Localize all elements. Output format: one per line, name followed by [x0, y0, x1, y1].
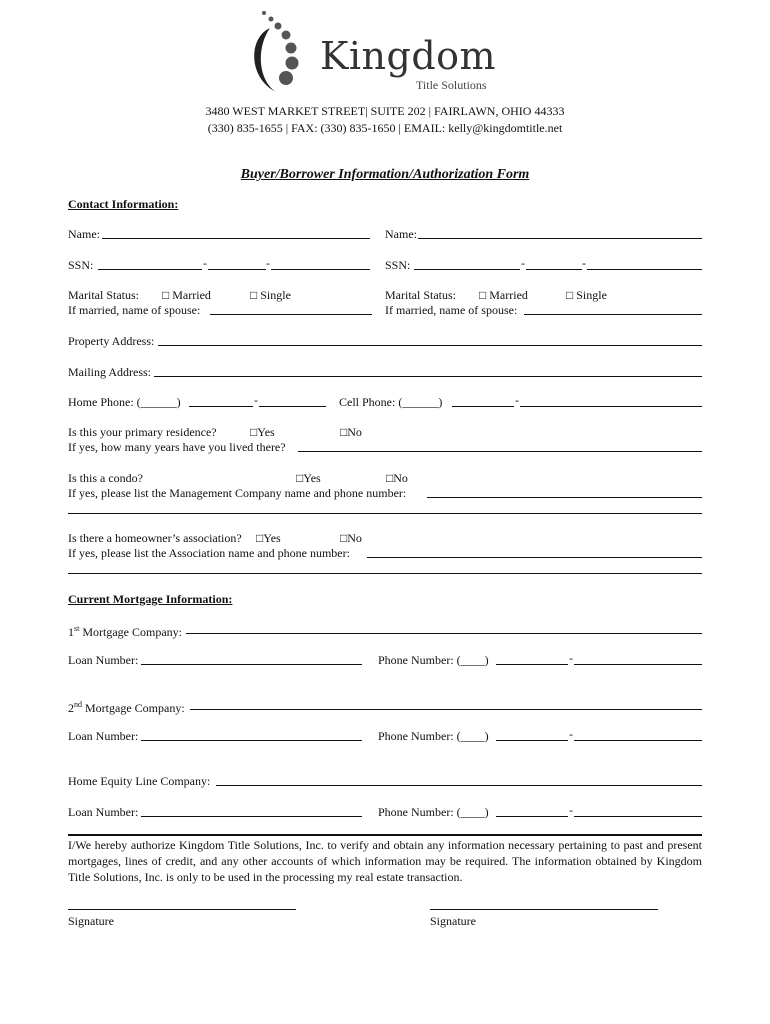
header-contact: (330) 835-1655 | FAX: (330) 835-1650 | EMAIL: kelly@kingdomtitle.net	[207, 121, 563, 135]
home-phone-field-a[interactable]	[189, 406, 253, 407]
phone-number-label-1: Phone Number: (____)	[378, 653, 489, 667]
second-mortgage-text: Mortgage Company:	[82, 701, 185, 715]
home-phone-label: Home Phone: (______)	[68, 395, 181, 409]
ssn-field-2b[interactable]	[526, 269, 582, 270]
logo-mark-icon	[246, 8, 316, 98]
condo-yes-checkbox[interactable]: □Yes	[296, 471, 321, 485]
first-mortgage-text: Mortgage Company:	[79, 625, 182, 639]
form-title: Buyer/Borrower Information/Authorization Form	[240, 167, 530, 182]
condo-no-checkbox[interactable]: □No	[386, 471, 408, 485]
association-field-2[interactable]	[68, 573, 702, 574]
phone-dash: -	[515, 393, 519, 407]
mortgage-phone-field-2b[interactable]	[574, 740, 702, 741]
home-phone-field-b[interactable]	[259, 406, 326, 407]
years-lived-field[interactable]	[298, 451, 702, 452]
marital-label-1: Marital Status:	[68, 288, 139, 302]
mortgage-phone-field-2a[interactable]	[496, 740, 568, 741]
loan-number-field-3[interactable]	[141, 816, 362, 817]
loan-number-label-3: Loan Number:	[68, 805, 139, 819]
mortgage-phone-field-3b[interactable]	[574, 816, 702, 817]
ssn-dash: -	[521, 256, 525, 270]
property-address-label: Property Address:	[68, 334, 155, 348]
years-lived-question: If yes, how many years have you lived there?	[68, 440, 286, 454]
phone-dash: -	[569, 651, 573, 665]
ssn-label-2: SSN:	[385, 258, 411, 272]
hoa-question: Is there a homeowner’s association?	[68, 531, 242, 545]
first-mortgage-field[interactable]	[186, 633, 702, 634]
primary-residence-question: Is this your primary residence?	[68, 425, 217, 439]
management-company-question: If yes, please list the Management Company name and phone number:	[68, 486, 407, 500]
marital-label-2: Marital Status:	[385, 288, 456, 302]
married-checkbox-2[interactable]: □ Married	[479, 288, 528, 302]
spouse-field-1[interactable]	[210, 314, 372, 315]
first-mortgage-label	[68, 622, 182, 639]
mortgage-heading: Current Mortgage Information:	[68, 592, 233, 606]
primary-no-checkbox[interactable]: □No	[340, 425, 362, 439]
ssn-field-1c[interactable]	[271, 269, 370, 270]
second-mortgage-number: 2	[68, 701, 74, 715]
signature-label-1: Signature	[68, 914, 114, 928]
first-mortgage-number: 1	[68, 625, 74, 639]
name-field-1[interactable]	[102, 238, 370, 239]
ssn-dash: -	[203, 256, 207, 270]
ssn-field-1a[interactable]	[98, 269, 202, 270]
loan-number-label-1: Loan Number:	[68, 653, 139, 667]
mailing-address-label: Mailing Address:	[68, 365, 151, 379]
mortgage-phone-field-3a[interactable]	[496, 816, 568, 817]
married-checkbox-1[interactable]: □ Married	[162, 288, 211, 302]
ssn-field-1b[interactable]	[208, 269, 266, 270]
phone-number-label-2: Phone Number: (____)	[378, 729, 489, 743]
signature-label-2: Signature	[430, 914, 476, 928]
condo-question: Is this a condo?	[68, 471, 143, 485]
primary-yes-checkbox[interactable]: □Yes	[250, 425, 275, 439]
single-checkbox-2[interactable]: □ Single	[566, 288, 607, 302]
second-mortgage-field[interactable]	[190, 709, 702, 710]
hoa-no-checkbox[interactable]: □No	[340, 531, 362, 545]
association-field[interactable]	[367, 557, 702, 558]
home-equity-label: Home Equity Line Company:	[68, 774, 211, 788]
header-address: 3480 WEST MARKET STREET| SUITE 202 | FAIRLAWN, OHIO 44333	[205, 104, 565, 118]
phone-dash: -	[569, 803, 573, 817]
phone-number-label-3: Phone Number: (____)	[378, 805, 489, 819]
logo-wordmark: Kingdom	[320, 34, 497, 78]
signature-line-2[interactable]	[430, 909, 658, 910]
spouse-label-2: If married, name of spouse:	[385, 303, 518, 317]
mortgage-phone-field-1a[interactable]	[496, 664, 568, 665]
phone-dash: -	[569, 727, 573, 741]
second-mortgage-label	[68, 698, 185, 715]
company-logo	[246, 8, 516, 98]
ssn-label-1: SSN:	[68, 258, 94, 272]
logo-subtitle: Title Solutions	[416, 78, 487, 92]
mortgage-phone-field-1b[interactable]	[574, 664, 702, 665]
loan-number-field-2[interactable]	[141, 740, 362, 741]
second-mortgage-suffix: nd	[74, 700, 82, 709]
authorization-divider	[68, 834, 702, 836]
ssn-field-2c[interactable]	[587, 269, 702, 270]
single-checkbox-1[interactable]: □ Single	[250, 288, 291, 302]
hoa-yes-checkbox[interactable]: □Yes	[256, 531, 281, 545]
contact-heading: Contact Information:	[68, 197, 179, 211]
management-company-field[interactable]	[427, 497, 702, 498]
name-label-1: Name:	[68, 227, 100, 241]
first-mortgage-suffix: st	[74, 624, 80, 633]
cell-phone-label: Cell Phone: (______)	[339, 395, 443, 409]
ssn-field-2a[interactable]	[414, 269, 520, 270]
ssn-dash: -	[266, 256, 270, 270]
loan-number-label-2: Loan Number:	[68, 729, 139, 743]
management-company-field-2[interactable]	[68, 513, 702, 514]
spouse-field-2[interactable]	[524, 314, 702, 315]
mailing-address-field[interactable]	[154, 376, 702, 377]
name-label-2: Name:	[385, 227, 417, 241]
spouse-label-1: If married, name of spouse:	[68, 303, 201, 317]
authorization-text: I/We hereby authorize Kingdom Title Solutions, Inc. to verify and obtain any information necessary pertaining to past and present mortgages, lines of credit, and any other accounts of which information may be required. The information obtained by Kingdom Title Solutions, Inc. is only to be used in the processing my real estate transaction.	[68, 838, 702, 884]
name-field-2[interactable]	[418, 238, 702, 239]
home-equity-field[interactable]	[216, 785, 702, 786]
property-address-field[interactable]	[158, 345, 702, 346]
phone-dash: -	[254, 393, 258, 407]
loan-number-field-1[interactable]	[141, 664, 362, 665]
signature-line-1[interactable]	[68, 909, 296, 910]
association-question: If yes, please list the Association name and phone number:	[68, 546, 350, 560]
ssn-dash: -	[582, 256, 586, 270]
cell-phone-field-a[interactable]	[452, 406, 514, 407]
cell-phone-field-b[interactable]	[520, 406, 702, 407]
